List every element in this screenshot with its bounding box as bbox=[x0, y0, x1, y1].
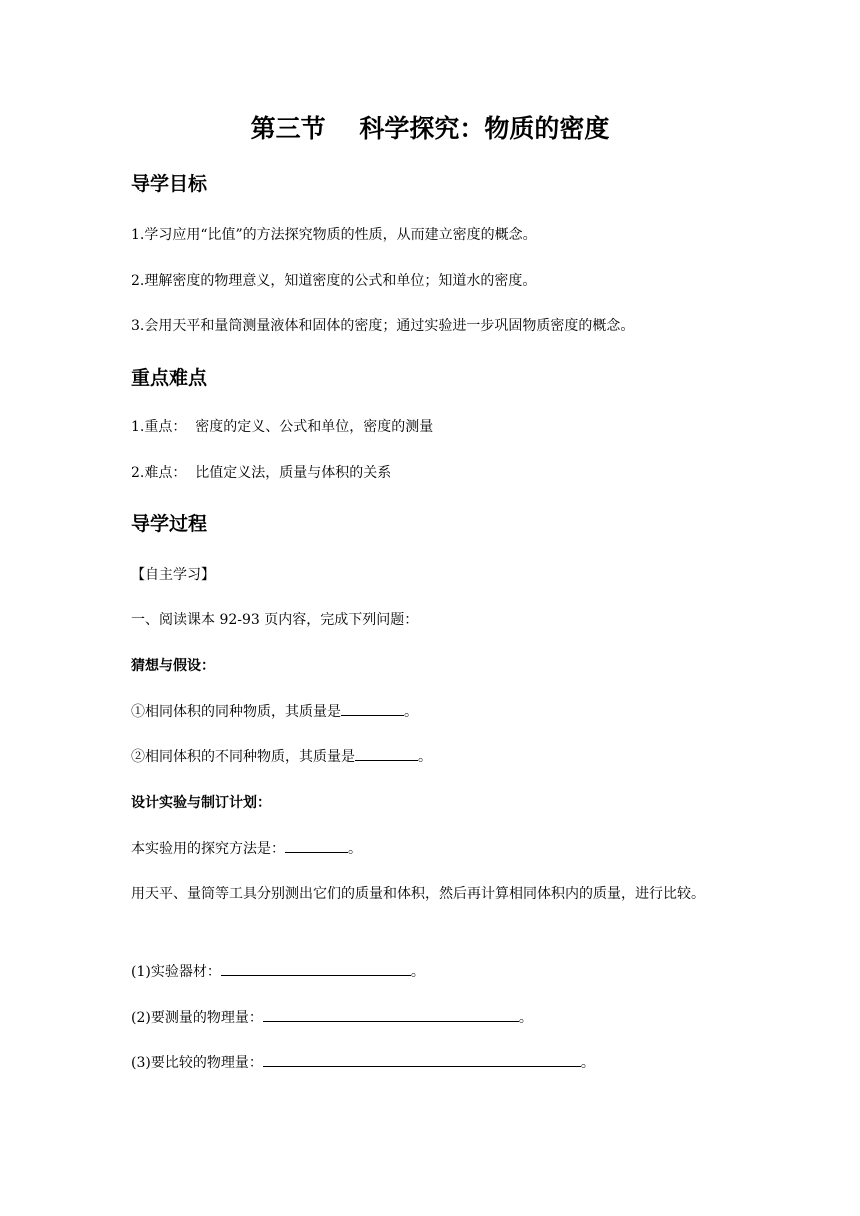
item-1-end: 。 bbox=[410, 964, 425, 980]
hypothesis-item-2 bbox=[131, 746, 432, 768]
fill-blank[interactable] bbox=[221, 961, 411, 976]
hypothesis-heading: 猜想与假设： bbox=[131, 658, 215, 674]
key-point-1: 1.重点： 密度的定义、公式和单位，密度的测量 bbox=[131, 419, 434, 435]
hypothesis-item-1 bbox=[131, 701, 418, 723]
item-2-end: 。 bbox=[518, 1010, 533, 1026]
method-end: 。 bbox=[348, 841, 362, 857]
design-heading: 设计实验与制订计划： bbox=[131, 795, 271, 811]
experiment-item-3 bbox=[131, 1052, 595, 1074]
fill-blank[interactable] bbox=[355, 746, 418, 761]
experiment-item-1 bbox=[131, 961, 425, 983]
method-text: 本实验用的探究方法是： bbox=[131, 841, 285, 857]
fill-blank[interactable] bbox=[263, 1007, 519, 1022]
fill-blank[interactable] bbox=[341, 701, 404, 716]
reading-instruction: 一、阅读课本 92-93 页内容，完成下列问题： bbox=[131, 612, 419, 628]
key-point-2: 2.难点： 比值定义法，质量与体积的关系 bbox=[131, 465, 392, 481]
item-3-text: (3)要比较的物理量： bbox=[131, 1055, 263, 1071]
procedure-paragraph: 用天平、量筒等工具分别测出它们的质量和体积，然后再计算相同体积内的质量，进行比较。 bbox=[131, 886, 705, 902]
goal-item-2: 2.理解密度的物理意义，知道密度的公式和单位；知道水的密度。 bbox=[131, 273, 537, 289]
hypothesis-2-text: ②相同体积的不同种物质，其质量是 bbox=[131, 749, 355, 765]
item-1-text: (1)实验器材： bbox=[131, 964, 221, 980]
hypothesis-1-end: 。 bbox=[404, 704, 418, 720]
goal-item-1: 1.学习应用“比值”的方法探究物质的性质，从而建立密度的概念。 bbox=[131, 227, 537, 243]
key-points-heading: 重点难点 bbox=[131, 367, 208, 389]
goals-heading: 导学目标 bbox=[131, 173, 208, 195]
item-3-end: 。 bbox=[580, 1055, 595, 1071]
method-line bbox=[131, 838, 362, 860]
self-study-label: 【自主学习】 bbox=[131, 567, 215, 583]
item-2-text: (2)要测量的物理量： bbox=[131, 1010, 263, 1026]
process-heading: 导学过程 bbox=[131, 513, 208, 535]
hypothesis-2-end: 。 bbox=[418, 749, 432, 765]
fill-blank[interactable] bbox=[285, 838, 348, 853]
experiment-item-2 bbox=[131, 1007, 533, 1029]
fill-blank[interactable] bbox=[263, 1052, 581, 1067]
hypothesis-1-text: ①相同体积的同种物质，其质量是 bbox=[131, 704, 341, 720]
goal-item-3: 3.会用天平和量筒测量液体和固体的密度；通过实验进一步巩固物质密度的概念。 bbox=[131, 318, 635, 334]
page-title: 第三节 科学探究：物质的密度 bbox=[250, 114, 610, 143]
